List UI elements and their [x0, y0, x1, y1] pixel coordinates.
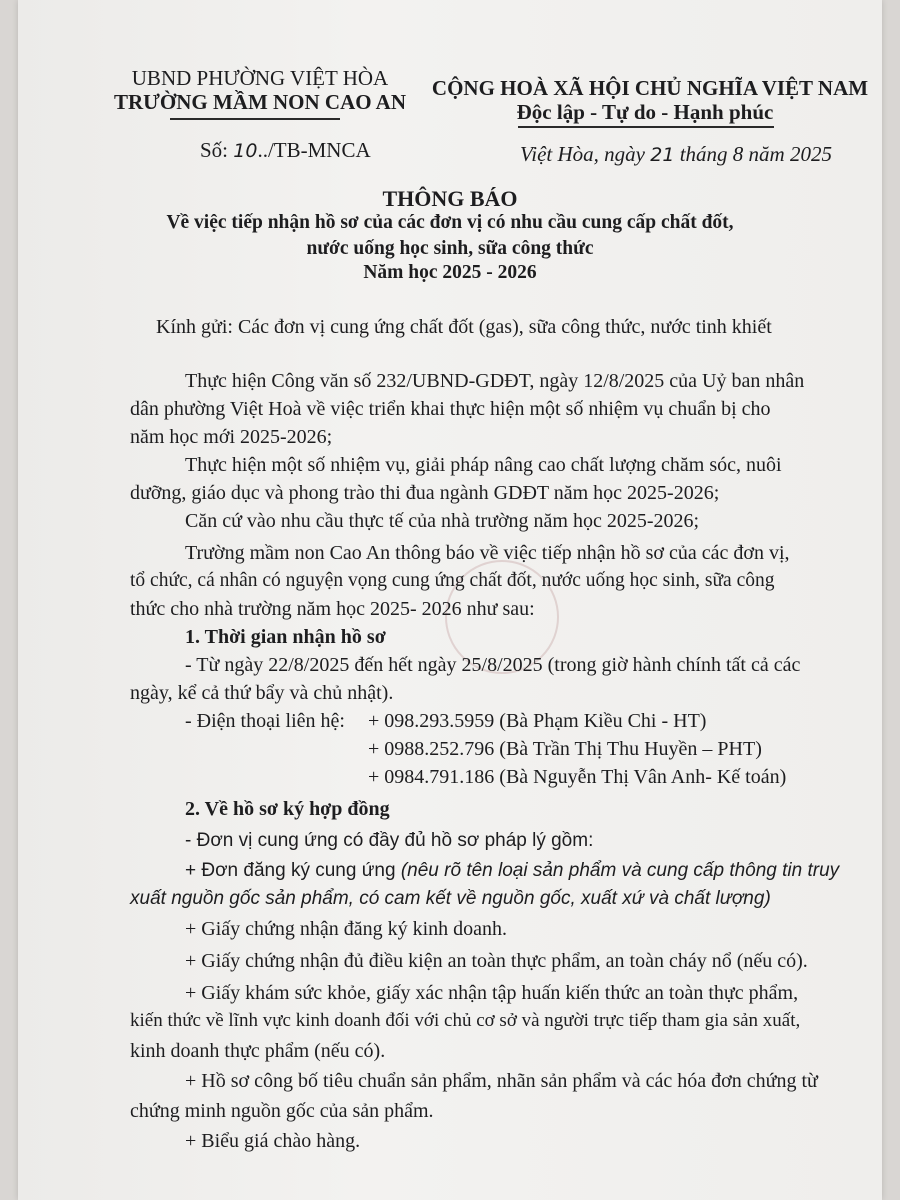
recipient-line: Kính gửi: Các đơn vị cung ứng chất đốt (gas), sữa công thức, nước tinh khiết	[156, 316, 772, 338]
item1-line1	[185, 856, 839, 886]
item5-line1: + Hồ sơ công bố tiêu chuẩn sản phẩm, nhãn sản phẩm và các hóa đơn chứng từ	[185, 1070, 818, 1092]
doc-number-prefix: Số:	[200, 138, 234, 162]
phone-principal: + 098.293.5959 (Bà Phạm Kiều Chi - HT)	[368, 710, 707, 732]
item1-note: (nêu rõ tên loại sản phẩm và cung cấp thông tin truy	[400, 860, 840, 881]
issue-date	[520, 142, 832, 167]
para3-line1: Căn cứ vào nhu cầu thực tế của nhà trường năm học 2025-2026;	[185, 510, 700, 532]
para2-line2: dưỡng, giáo dục và phong trào thi đua ngành GDĐT năm học 2025-2026;	[130, 482, 720, 504]
republic-name: CỘNG HOÀ XÃ HỘI CHỦ NGHĨA VIỆT NAM	[431, 76, 869, 100]
date-prefix: Việt Hòa, ngày	[520, 142, 651, 166]
item4-line2: kiến thức về lĩnh vực kinh doanh đối với chủ cơ sở và người trực tiếp tham gia sản xuất,	[130, 1010, 801, 1031]
section1-time-line1: - Từ ngày 22/8/2025 đến hết ngày 25/8/2025 (trong giờ hành chính tất cả các	[185, 654, 801, 676]
date-day-handwritten: 21	[650, 144, 675, 166]
title-school-year: Năm học 2025 - 2026	[363, 262, 537, 283]
notice-title: THÔNG BÁO	[382, 186, 518, 211]
doc-number-suffix: ../TB-MNCA	[257, 138, 371, 162]
para1-line1: Thực hiện Công văn số 232/UBND-GDĐT, ngày 12/8/2025 của Uỷ ban nhân	[185, 370, 805, 392]
para1-line3: năm học mới 2025-2026;	[130, 426, 333, 448]
phone-accountant: + 0984.791.186 (Bà Nguyễn Thị Vân Anh- Kế toán)	[368, 766, 787, 788]
agency-name: UBND PHƯỜNG VIỆT HÒA	[131, 66, 389, 90]
para4-line3: thức cho nhà trường năm học 2025- 2026 như sau:	[130, 598, 535, 620]
section1-heading: 1. Thời gian nhận hồ sơ	[185, 626, 386, 648]
section1-time-line2: ngày, kể cả thứ bẩy và chủ nhật).	[130, 682, 394, 704]
title-subject-line2: nước uống học sinh, sữa công thức	[306, 238, 594, 259]
para4-line1: Trường mầm non Cao An thông báo về việc tiếp nhận hồ sơ của các đơn vị,	[185, 542, 790, 564]
item4-line1: + Giấy khám sức khỏe, giấy xác nhận tập huấn kiến thức an toàn thực phẩm,	[185, 982, 799, 1004]
school-name: TRƯỜNG MẦM NON CAO AN	[113, 90, 407, 114]
motto: Độc lập - Tự do - Hạnh phúc	[516, 100, 774, 124]
item4-line3: kinh doanh thực phẩm (nếu có).	[130, 1040, 386, 1062]
item3: + Giấy chứng nhận đủ điều kiện an toàn thực phẩm, an toàn cháy nổ (nếu có).	[185, 950, 808, 972]
item5-line2: chứng minh nguồn gốc của sản phẩm.	[130, 1100, 434, 1122]
section2-heading: 2. Về hồ sơ ký hợp đồng	[185, 798, 390, 820]
phone-label: - Điện thoại liên hệ:	[185, 710, 345, 732]
motto-underline	[518, 126, 774, 128]
para1-line2: dân phường Việt Hoà về việc triển khai thực hiện một số nhiệm vụ chuẩn bị cho	[130, 398, 771, 420]
date-suffix: tháng 8 năm 2025	[674, 142, 832, 166]
doc-number	[200, 138, 371, 163]
para4-line2: tổ chức, cá nhân có nguyện vọng cung ứng chất đốt, nước uống học sinh, sữa công	[130, 570, 775, 591]
item1-line2: xuất nguồn gốc sản phẩm, có cam kết về nguồn gốc, xuất xứ và chất lượng)	[130, 888, 771, 909]
item1-label: + Đơn đăng ký cung ứng	[185, 860, 401, 881]
school-underline	[170, 118, 340, 120]
title-subject-line1: Về việc tiếp nhận hồ sơ của các đơn vị có nhu cầu cung cấp chất đốt,	[166, 212, 734, 233]
item6: + Biểu giá chào hàng.	[185, 1130, 361, 1152]
section2-intro: - Đơn vị cung ứng có đầy đủ hồ sơ pháp lý gồm:	[185, 830, 594, 851]
doc-number-handwritten: 10	[233, 140, 258, 162]
para2-line1: Thực hiện một số nhiệm vụ, giải pháp nâng cao chất lượng chăm sóc, nuôi	[185, 454, 782, 476]
phone-vice-principal: + 0988.252.796 (Bà Trần Thị Thu Huyền – PHT)	[368, 738, 762, 760]
item2: + Giấy chứng nhận đăng ký kinh doanh.	[185, 918, 508, 940]
